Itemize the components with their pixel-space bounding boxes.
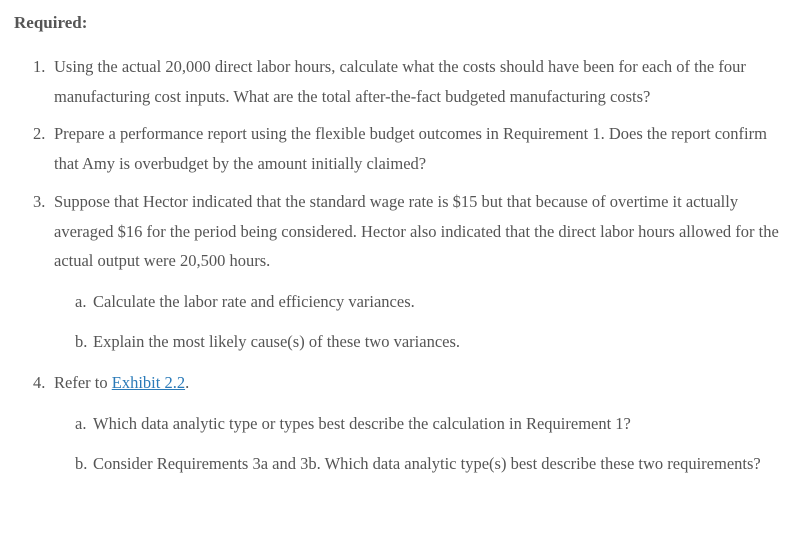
sub-text: Consider Requirements 3a and 3b. Which data analytic type(s) best describe these two requirements? xyxy=(93,454,761,473)
requirement-2 xyxy=(33,119,784,178)
sub-text: Explain the most likely cause(s) of these two variances. xyxy=(93,332,461,351)
sub-number: b. xyxy=(75,454,88,473)
requirement-3 xyxy=(33,187,784,276)
item-number: 4. xyxy=(33,373,46,392)
sub-number: a. xyxy=(75,292,87,311)
requirement-4 xyxy=(33,368,784,398)
item-number: 2. xyxy=(33,124,46,143)
item-text: Suppose that Hector indicated that the standard wage rate is $15 but that because of overtime it actually averaged $16 for the period being considered. Hector also indicated that the direct labor hours allowed for the actual output were 20,500 hours. xyxy=(54,192,779,270)
item-text: Using the actual 20,000 direct labor hours, calculate what the costs should have been for each of the four manufacturing cost inputs. What are the total after-the-fact budgeted manufacturing costs? xyxy=(54,57,746,106)
sub-text: Calculate the labor rate and efficiency variances. xyxy=(93,292,415,311)
item-text-end: . xyxy=(185,373,190,392)
item-number: 3. xyxy=(33,192,46,211)
requirement-3b xyxy=(75,327,783,357)
item-text: Prepare a performance report using the flexible budget outcomes in Requirement 1. Does the report confirm that Amy is overbudget by the amount initially claimed? xyxy=(54,124,767,173)
sub-text: Which data analytic type or types best describe the calculation in Requirement 1? xyxy=(93,414,631,433)
requirement-1 xyxy=(33,52,784,111)
requirement-3a xyxy=(75,287,783,317)
requirement-4b xyxy=(75,449,783,479)
exhibit-link[interactable]: Exhibit 2.2 xyxy=(111,373,186,392)
requirement-4a xyxy=(75,409,783,439)
required-heading: Required: xyxy=(14,13,88,32)
sub-number: b. xyxy=(75,332,88,351)
item-number: 1. xyxy=(33,57,46,76)
item-text: Refer to xyxy=(54,373,112,392)
sub-number: a. xyxy=(75,414,87,433)
